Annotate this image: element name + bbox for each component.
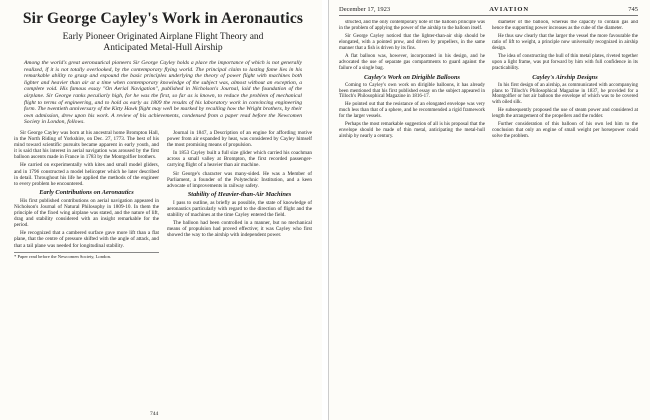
- issue-date: December 17, 1923: [339, 6, 391, 13]
- paragraph: Sir George Cayley was born at his ancestral home Brompton Hall, in the North Riding of Yorkshire, on Dec. 27, 1773. The best of his mind toward scientific pursuits became apparent in early youth, and it is said that his interest in aerial navigation was aroused by the first balloon ascents made in France in 1783 by the Montgolfier brothers.: [14, 129, 159, 161]
- paragraph: Journal in 1847, a Description of an engine for affording motive power from air expanded by heat, was considered by Cayley himself the most promising means of propulsion.: [167, 129, 312, 149]
- article-intro: Among the world's great aeronautical pioneers Sir George Cayley holds a place the importance of which is not generally realized, if it is not totally overlooked, by the contemporary flying world. The principal claim to lasting fame lies in his remarkable ability to grasp and expound the basic principles underlying the theory of power flight with machines both lighter and heavier than air at a time when contemporary knowledge of the subject was, almost without an exception, a complete void. His famous essay "On Aerial Navigation", published in Nicholson's Journal, laid the foundation of the airplane. Sir George ranks peculiarly high, for he was the first, so far as is known, to reduce the problem of mechanical flight to terms of engineering, and to hold as early as 1809 the results of his laboratory work in convincing engineering form. The twentieth anniversary of the Kitty Hawk flight may well be marked by recalling how the Wright brothers, by their own admission, drew upon his work. A review of his achievements, condensed from a paper read before the Newcomen Society in London, follows.: [24, 60, 302, 126]
- right-column-2: [492, 20, 638, 142]
- article-title: Sir George Cayley's Work in Aeronautics: [22, 10, 304, 27]
- paragraph: Coming to Cayley's own work on dirigible balloons, it has already been mentioned that his first published essay on the subject appeared in Tilloch's Philosophical Magazine in 1816-17.: [339, 82, 485, 100]
- paragraph: He carried on experimentally with kites and small model gliders, and in 1796 constructed a model helicopter which he later described in detail. Throughout his life he applied the methods of the engineer to every problem he encountered.: [14, 162, 159, 187]
- paragraph: Perhaps the most remarkable suggestion of all is his proposal that the envelope should be made of thin metal, anticipating the metal-hull airship by nearly a century.: [339, 122, 485, 140]
- paragraph: His first published contributions on aerial navigation appeared in Nicholson's Journal of Natural Philosophy in 1809-10. In them the principle of the fixed wing airplane was stated, and the nature of lift, drag and stability considered with an insight remarkable for the period.: [14, 197, 159, 229]
- section-heading: Stability of Heavier-than-Air Machines: [187, 190, 292, 198]
- paragraph: I pass to outline, as briefly as possible, the state of knowledge of aeronautics particularly with regard to the direction of flight and the stability of machines at the time Cayley entered the field.: [167, 199, 312, 219]
- left-column-1: [14, 130, 159, 259]
- footnote: * Paper read before the Newcomen Society, London.: [14, 252, 159, 259]
- left-column-2: [167, 130, 312, 259]
- page-number: 745: [628, 6, 638, 13]
- magazine-name: AVIATION: [489, 6, 530, 13]
- paragraph: Sir George's character was many-sided. He was a Member of Parliament, a founder of the Polytechnic Institution, and a keen advocate of improvements in railway safety.: [167, 170, 312, 189]
- subtitle-line-2: Anticipated Metal-Hull Airship: [103, 43, 223, 53]
- right-column-1: [339, 20, 485, 142]
- paragraph: He pointed out that the resistance of an elongated envelope was very much less than that of a sphere, and he recommended a rigid framework for the larger vessels.: [339, 102, 485, 120]
- subtitle-line-1: Early Pioneer Originated Airplane Flight Theory and: [62, 32, 264, 42]
- running-head: [339, 6, 638, 16]
- section-heading: Cayley's Work on Dirigible Balloons: [364, 73, 460, 81]
- paragraph: He subsequently proposed the use of steam power and considered at length the arrangement of the propellers and the rudder.: [492, 108, 638, 120]
- paragraph: diameter of the balloon, whereas the capacity to contain gas and hence the supporting power increases as the cube of the diameter.: [492, 20, 638, 31]
- paragraph: In 1853 Cayley built a full size glider which carried his coachman across a small valley at Brompton, the first recorded passenger-carrying flight of a heavier than air machine.: [167, 150, 312, 169]
- page-number: 744: [150, 411, 159, 417]
- paragraph: A flat balloon was, however, incorporated in his design, and he advocated the use of separate gas compartments to guard against the failure of a single bag.: [339, 53, 485, 71]
- paragraph: He thus saw clearly that the larger the vessel the more favourable the ratio of lift to weight, a principle now universally recognized in airship design.: [492, 33, 638, 51]
- paragraph: The idea of constructing the hull of thin metal plates, riveted together upon a light frame, was put forward by him with full confidence in its practicability.: [492, 53, 638, 71]
- paragraph: He recognized that a cambered surface gave more lift than a flat plane, that the centre of pressure shifted with the angle of attack, and that a tail plane was needed for longitudinal stability.: [14, 230, 159, 249]
- section-heading: Early Contributions on Aeronautics: [39, 188, 134, 196]
- right-page: [328, 0, 650, 420]
- right-columns: [339, 20, 638, 142]
- paragraph: Further consideration of this balloon of his own led him to the conclusion that only an engine of small weight per horsepower could solve the problem.: [492, 122, 638, 140]
- section-heading: Cayley's Airship Designs: [532, 73, 598, 81]
- article-subtitle: [14, 32, 312, 54]
- paragraph: In his first design of an airship, as communicated with accompanying plans to Tilloch's Philosophical Magazine in 1837, he provided for a Montgolfier or hot air balloon the envelope of which was to be covered with oiled silk.: [492, 82, 638, 106]
- paragraph: structed, and the only contemporary note of the balloon principle was in the problem of applying the power of the airship to the balloon itself.: [339, 20, 485, 31]
- paragraph: The balloon had been controlled in a manner, but no mechanical means of propulsion had proved effective; it was Cayley who first showed the way to the airship with independent power.: [167, 220, 312, 239]
- left-columns: [14, 130, 312, 259]
- left-page: [0, 0, 322, 420]
- paragraph: Sir George Cayley noticed that the lighter-than-air ship should be elongated, with a pointed prow, and driven by propellers, in the same manner that a fish is driven by its fins.: [339, 33, 485, 51]
